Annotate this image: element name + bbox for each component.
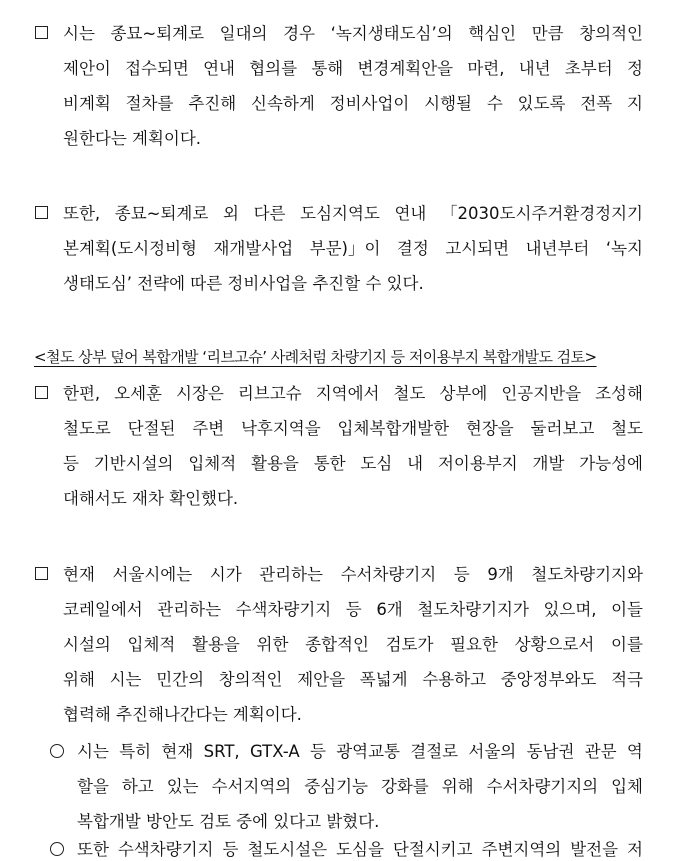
word: 도심지역도 (300, 204, 380, 223)
word: 하고 (121, 777, 154, 796)
line-text: 협력해 추진해나간다는 계획이다. (63, 705, 302, 724)
word: 연내 (394, 204, 427, 223)
word: 만큼 (531, 24, 564, 43)
word: 철도 (393, 384, 426, 403)
word: 부문)」이 (309, 239, 381, 258)
word: 연내 (203, 59, 235, 78)
word: 창의적인 (579, 24, 643, 43)
line-text: 생태도심’ 전략에 따른 정비사업을 추진할 수 있다. (63, 274, 424, 293)
circle-bullet-icon (50, 842, 64, 856)
word: 내년 (518, 59, 551, 78)
paragraph-line (0, 376, 689, 411)
paragraph-block (0, 16, 689, 156)
word: 위해 (63, 670, 95, 689)
line-text (63, 592, 643, 627)
word: 본계획(도시정비형 (63, 239, 197, 258)
word: 마련, (467, 59, 505, 78)
word: 또한, (63, 204, 101, 223)
line-text (63, 446, 643, 481)
square-bullet-icon (35, 206, 48, 219)
word: 초부터 (564, 59, 613, 78)
word: 재개발사업 (213, 239, 294, 258)
word: 강화를 (380, 777, 429, 796)
word: 특히 (119, 742, 152, 761)
line-text (63, 196, 643, 231)
line-text: 복합개발 방안도 검토 중에 있다고 밝혔다. (77, 812, 380, 831)
word: 도심을 (336, 840, 384, 859)
word: 있으며, (543, 600, 597, 619)
line-text (63, 16, 643, 51)
word: 입체적 (127, 635, 176, 654)
word: 결절로 (410, 742, 459, 761)
word: 지 (627, 94, 643, 113)
word: ‘녹지 (605, 239, 643, 258)
word: 통해 (311, 59, 344, 78)
line-text (77, 832, 643, 861)
word: 시가 (209, 565, 242, 584)
word: 폭넓게 (359, 670, 408, 689)
word: 6개 (376, 600, 403, 619)
line-text: 대해서도 재차 확인했다. (63, 489, 239, 508)
square-bullet-icon (35, 567, 48, 580)
paragraph-line (0, 231, 689, 266)
paragraph-line (0, 481, 689, 516)
word: 외 (222, 204, 239, 223)
word: 「2030도시주거환경정지기 (441, 204, 643, 223)
word: 이들 (611, 600, 643, 619)
word: 수용하고 (422, 670, 487, 689)
word: SRT, (203, 742, 240, 761)
word: 시는 (77, 742, 109, 761)
word: ‘녹지생태도심’의 (330, 24, 453, 43)
word: 등 (345, 600, 362, 619)
paragraph-line (0, 832, 689, 861)
paragraph-line (0, 697, 689, 732)
word: 수서차량기지의 (486, 777, 599, 796)
word: 중심기능 (304, 777, 368, 796)
paragraph-line (0, 662, 689, 697)
section-heading: <철도 상부 덮어 복합개발 ‘리브고슈’ 사례처럼 차량기지 등 저이용부지 복합개발도 검토> (34, 348, 597, 366)
word: 단절시키고 (392, 840, 473, 859)
line-text (63, 376, 643, 411)
word: 제안을 (297, 670, 346, 689)
word: 있는 (166, 777, 199, 796)
paragraph-line (0, 411, 689, 446)
word: 적극 (611, 670, 643, 689)
word: 기반시설의 (93, 454, 174, 473)
word: 활용을 (192, 635, 240, 654)
word: 비계획 (63, 94, 111, 113)
word: 주변지역의 (481, 840, 562, 859)
word: 경우 (283, 24, 315, 43)
word: 시는 (109, 670, 142, 689)
word: 수색차량기지 (117, 840, 214, 859)
word: 창의적인 (218, 670, 283, 689)
square-bullet-icon (35, 26, 48, 39)
word: 9개 (487, 565, 514, 584)
word: 제안이 (63, 59, 111, 78)
word: 철도시설은 (247, 840, 328, 859)
paragraph-line (0, 769, 689, 804)
word: 조성해 (595, 384, 643, 403)
word: 전폭 (580, 94, 613, 113)
word: 발전을 (570, 840, 619, 859)
word: 인공지반을 (501, 384, 582, 403)
line-text (63, 627, 643, 662)
word: 등 (63, 454, 79, 473)
word: 철도차량기지와 (531, 565, 643, 584)
paragraph-line (0, 196, 689, 231)
word: 시는 (63, 24, 95, 43)
paragraph-block (0, 557, 689, 732)
paragraph-line (0, 627, 689, 662)
circle-bullet-icon (50, 744, 64, 758)
word: GTX-A (249, 742, 300, 761)
word: 위한 (256, 635, 289, 654)
word: 민간의 (156, 670, 205, 689)
word: 현재 (161, 742, 194, 761)
word: 관리하는 (157, 600, 222, 619)
paragraph-line (0, 557, 689, 592)
word: 종묘~퇴계로 (110, 24, 205, 43)
word: 신속하게 (251, 94, 315, 113)
word: 할을 (77, 777, 109, 796)
word: 동남권 (526, 742, 575, 761)
word: 종합적인 (305, 635, 369, 654)
square-bullet-icon (35, 386, 48, 399)
word: 다른 (253, 204, 286, 223)
paragraph-line (0, 121, 689, 156)
word: 광역교통 (336, 742, 400, 761)
word: 도심 (360, 454, 393, 473)
word: 있도록 (517, 94, 566, 113)
word: 추진해 (188, 94, 237, 113)
word: 필요한 (450, 635, 498, 654)
word: 협의를 (249, 59, 298, 78)
line-text (63, 662, 643, 697)
line-text: 원한다는 계획이다. (63, 129, 202, 148)
line-text (77, 769, 643, 804)
word: 철도 (611, 419, 643, 438)
paragraph-line (0, 592, 689, 627)
word: 수 (486, 94, 503, 113)
word: 역 (626, 742, 643, 761)
word: 고시되면 (445, 239, 510, 258)
word: 절차를 (125, 94, 174, 113)
word: 한편, (63, 384, 101, 403)
word: 현재 (63, 565, 95, 584)
word: 서울시에는 (112, 565, 193, 584)
paragraph-line (0, 446, 689, 481)
word: 지역에서 (315, 384, 380, 403)
word: 저 (627, 840, 643, 859)
word: 오세훈 (114, 384, 162, 403)
word: 종묘~퇴계로 (114, 204, 209, 223)
word: 가능성에 (579, 454, 643, 473)
word: 서울의 (468, 742, 517, 761)
word: 시장은 (176, 384, 224, 403)
word: 위해 (441, 777, 474, 796)
line-text (63, 557, 643, 592)
sub-paragraph-block (0, 832, 689, 861)
line-text (63, 86, 643, 121)
paragraph-block (0, 376, 689, 516)
word: 철도로 (63, 419, 111, 438)
paragraph-line (0, 734, 689, 769)
word: 접수되면 (125, 59, 189, 78)
word: 시설의 (63, 635, 111, 654)
word: 정 (626, 59, 643, 78)
word: 코레일에서 (63, 600, 143, 619)
word: 낙후지역을 (240, 419, 321, 438)
word: 통한 (313, 454, 346, 473)
word: 핵심인 (468, 24, 517, 43)
word: 상황으로서 (514, 635, 595, 654)
paragraph-line (0, 51, 689, 86)
paragraph-line (0, 266, 689, 301)
paragraph-block (0, 196, 689, 301)
word: 내 (407, 454, 424, 473)
word: 등 (453, 565, 470, 584)
word: 등 (309, 742, 326, 761)
word: 관문 (584, 742, 617, 761)
sub-paragraph-block (0, 734, 689, 839)
paragraph-line (0, 16, 689, 51)
line-text (63, 231, 643, 266)
word: 리브고슈 (237, 384, 302, 403)
word: 저이용부지 (437, 454, 518, 473)
word: 중앙정부와도 (500, 670, 597, 689)
word: 단절된 (127, 419, 176, 438)
word: 이를 (611, 635, 643, 654)
word: 입체복합개발한 (337, 419, 450, 438)
word: 등 (222, 840, 239, 859)
word: 수서차량기지 (340, 565, 437, 584)
word: 수색차량기지 (235, 600, 332, 619)
word: 시행될 (424, 94, 472, 113)
word: 둘러보고 (530, 419, 595, 438)
line-text (63, 411, 643, 446)
paragraph-line (0, 86, 689, 121)
word: 변경계획안을 (357, 59, 454, 78)
word: 현장을 (465, 419, 514, 438)
word: 개발 (532, 454, 565, 473)
word: 또한 (77, 840, 109, 859)
word: 수서지역의 (211, 777, 292, 796)
word: 정비사업이 (329, 94, 410, 113)
word: 입체적 (188, 454, 237, 473)
word: 내년부터 (525, 239, 590, 258)
word: 일대의 (219, 24, 268, 43)
word: 관리하는 (259, 565, 323, 584)
word: 주변 (192, 419, 225, 438)
line-text (63, 51, 643, 86)
word: 활용을 (251, 454, 299, 473)
word: 결정 (396, 239, 429, 258)
word: 철도차량기지가 (417, 600, 529, 619)
word: 검토가 (385, 635, 434, 654)
word: 입체 (611, 777, 643, 796)
word: 상부에 (439, 384, 488, 403)
line-text (77, 734, 643, 769)
